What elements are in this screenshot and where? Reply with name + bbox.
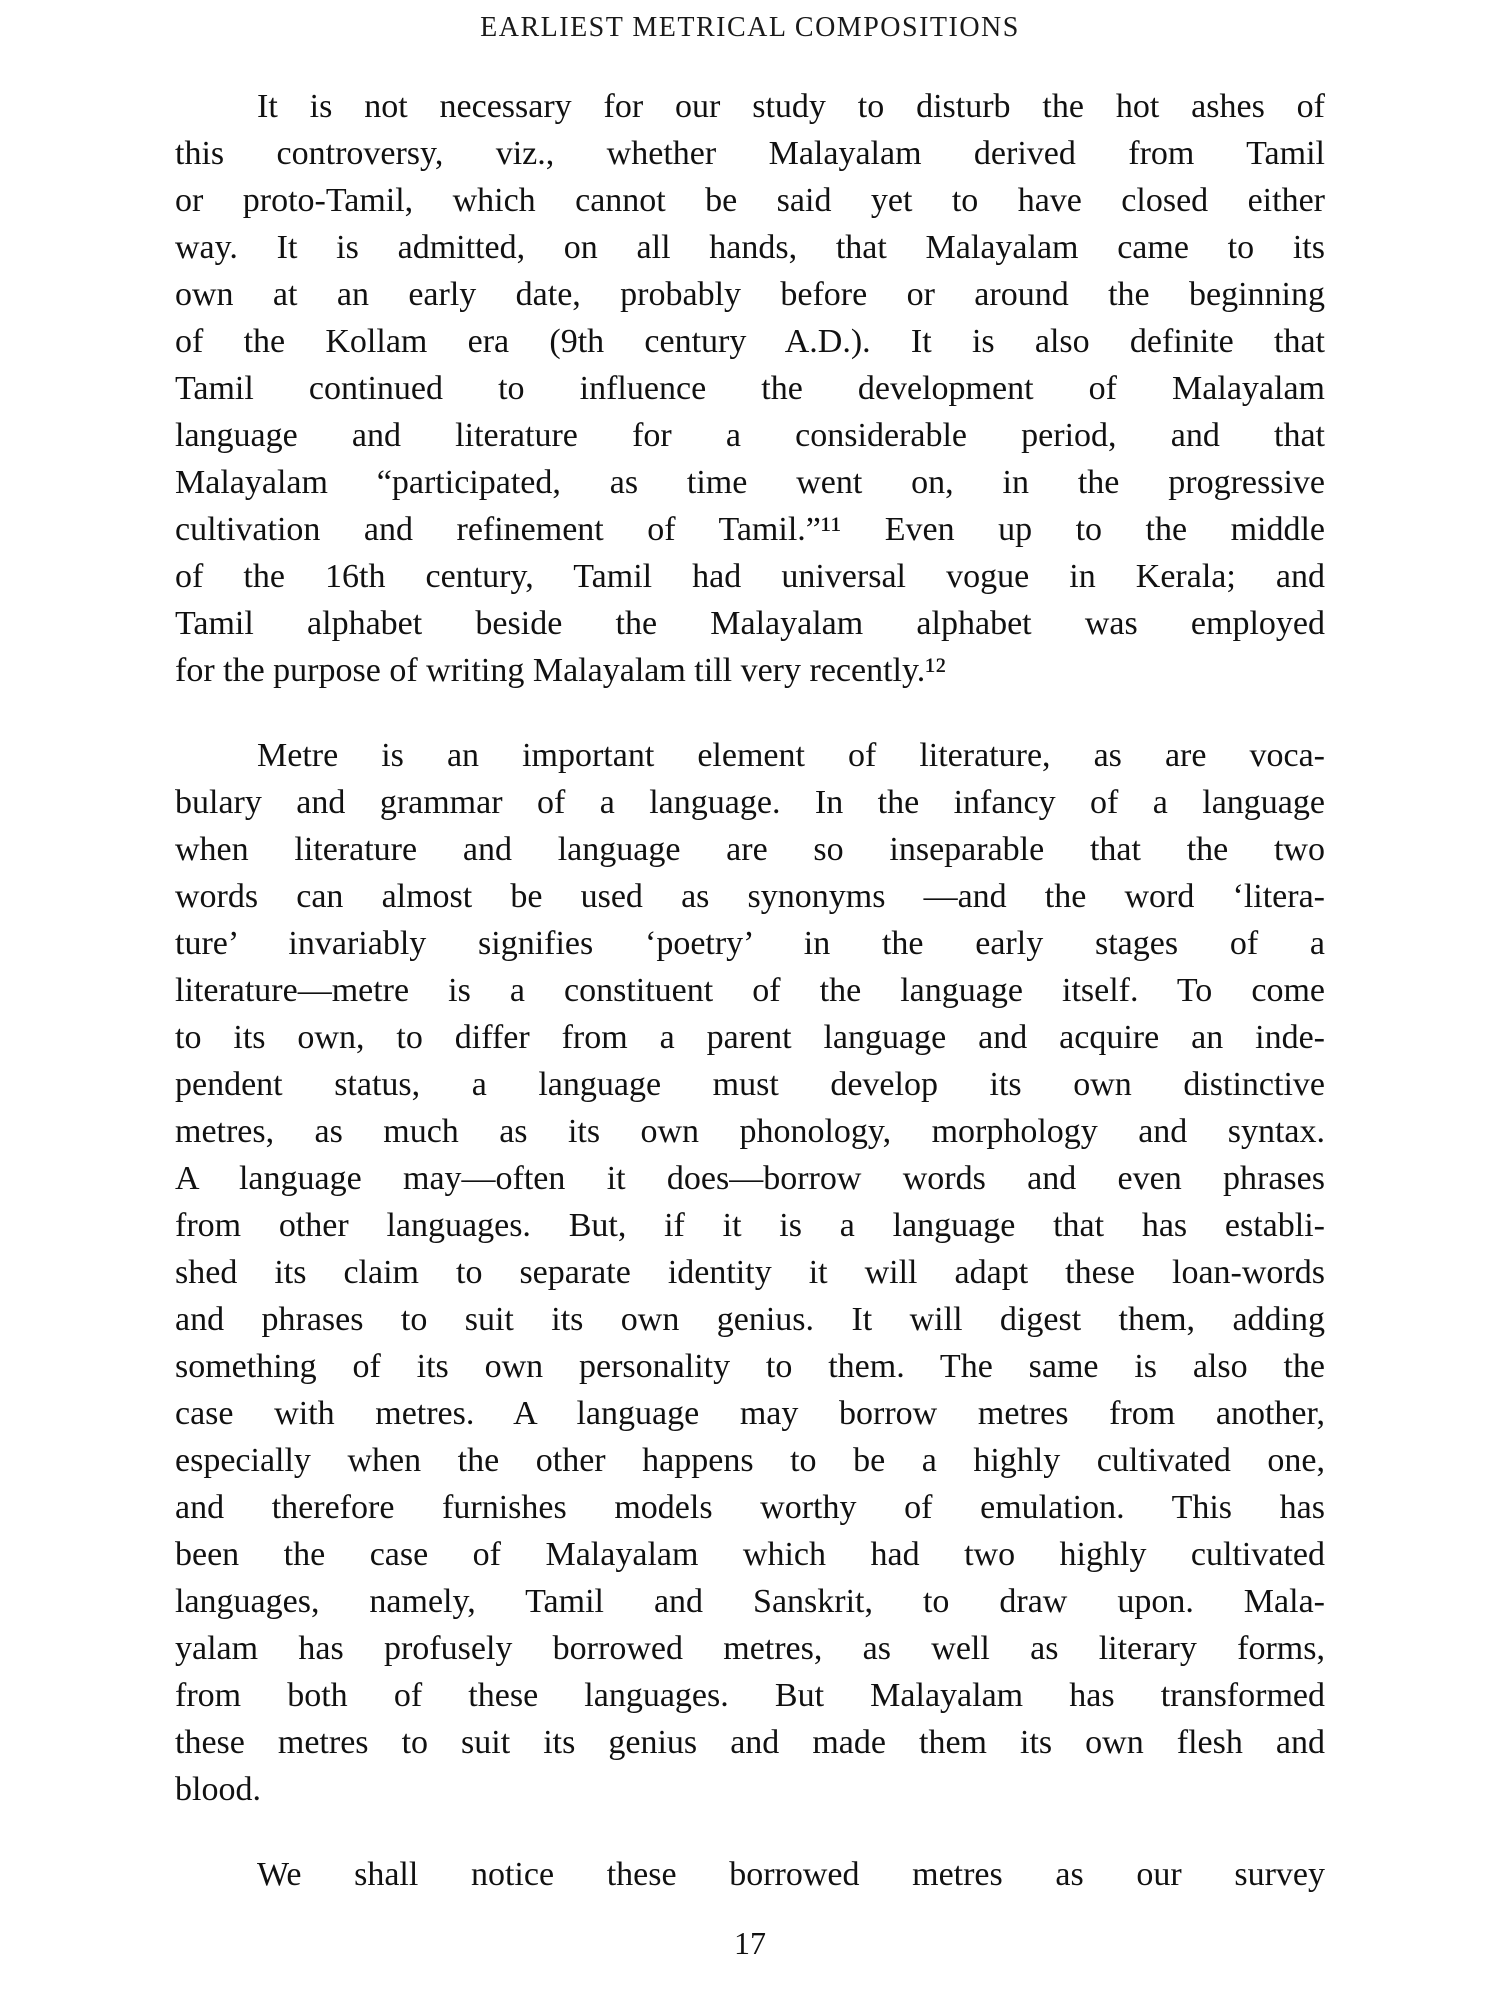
text-line: when literature and language are so inseparable that the two xyxy=(175,831,1325,868)
text-line: way. It is admitted, on all hands, that Malayalam came to its xyxy=(175,229,1325,266)
text-line: literature—metre is a constituent of the language itself. To come xyxy=(175,972,1325,1009)
paragraph-1 xyxy=(175,83,1325,694)
text-line: pendent status, a language must develop its own distinctive xyxy=(175,1066,1325,1103)
text-line: for the purpose of writing Malayalam till very recently.¹² xyxy=(175,652,946,689)
text-line: been the case of Malayalam which had two highly cultivated xyxy=(175,1536,1325,1573)
text-line: these metres to suit its genius and made them its own flesh and xyxy=(175,1724,1325,1761)
text-line: Tamil alphabet beside the Malayalam alphabet was employed xyxy=(175,605,1325,642)
paragraph-spacer xyxy=(175,1813,1325,1851)
text-line: of the Kollam era (9th century A.D.). It is also definite that xyxy=(175,323,1325,360)
paragraph-spacer xyxy=(175,694,1325,732)
text-line: especially when the other happens to be a highly cultivated one, xyxy=(175,1442,1325,1479)
text-line: from both of these languages. But Malayalam has transformed xyxy=(175,1677,1325,1714)
paragraph-3 xyxy=(175,1851,1325,1898)
text-line: yalam has profusely borrowed metres, as well as literary forms, xyxy=(175,1630,1325,1667)
text-line: to its own, to differ from a parent language and acquire an inde- xyxy=(175,1019,1325,1056)
running-head: EARLIEST METRICAL COMPOSITIONS xyxy=(480,12,1020,43)
text-line: It is not necessary for our study to disturb the hot ashes of xyxy=(257,88,1325,125)
text-line: shed its claim to separate identity it will adapt these loan-words xyxy=(175,1254,1325,1291)
text-line: A language may—often it does—borrow words and even phrases xyxy=(175,1160,1325,1197)
text-line: or proto-Tamil, which cannot be said yet to have closed either xyxy=(175,182,1325,219)
text-line: this controversy, viz., whether Malayalam derived from Tamil xyxy=(175,135,1325,172)
text-line: Malayalam “participated, as time went on, in the progressive xyxy=(175,464,1325,501)
text-line: and therefore furnishes models worthy of emulation. This has xyxy=(175,1489,1325,1526)
body-text xyxy=(175,83,1325,1898)
text-line: blood. xyxy=(175,1771,261,1808)
text-line: We shall notice these borrowed metres as our survey xyxy=(257,1856,1325,1893)
text-line: own at an early date, probably before or around the beginning xyxy=(175,276,1325,313)
text-line: language and literature for a considerable period, and that xyxy=(175,417,1325,454)
text-line: case with metres. A language may borrow metres from another, xyxy=(175,1395,1325,1432)
text-line: bulary and grammar of a language. In the infancy of a language xyxy=(175,784,1325,821)
paragraph-2 xyxy=(175,732,1325,1813)
text-line: from other languages. But, if it is a language that has establi- xyxy=(175,1207,1325,1244)
text-line: words can almost be used as synonyms —and the word ‘litera- xyxy=(175,878,1325,915)
text-line: cultivation and refinement of Tamil.”¹¹ Even up to the middle xyxy=(175,511,1325,548)
text-line: Metre is an important element of literature, as are voca- xyxy=(257,737,1325,774)
text-line: Tamil continued to influence the development of Malayalam xyxy=(175,370,1325,407)
text-line: metres, as much as its own phonology, morphology and syntax. xyxy=(175,1113,1325,1150)
text-line: and phrases to suit its own genius. It will digest them, adding xyxy=(175,1301,1325,1338)
text-line: languages, namely, Tamil and Sanskrit, to draw upon. Mala- xyxy=(175,1583,1325,1620)
text-line: something of its own personality to them. The same is also the xyxy=(175,1348,1325,1385)
text-line: of the 16th century, Tamil had universal vogue in Kerala; and xyxy=(175,558,1325,595)
text-line: ture’ invariably signifies ‘poetry’ in the early stages of a xyxy=(175,925,1325,962)
page-number: 17 xyxy=(734,1925,766,1961)
